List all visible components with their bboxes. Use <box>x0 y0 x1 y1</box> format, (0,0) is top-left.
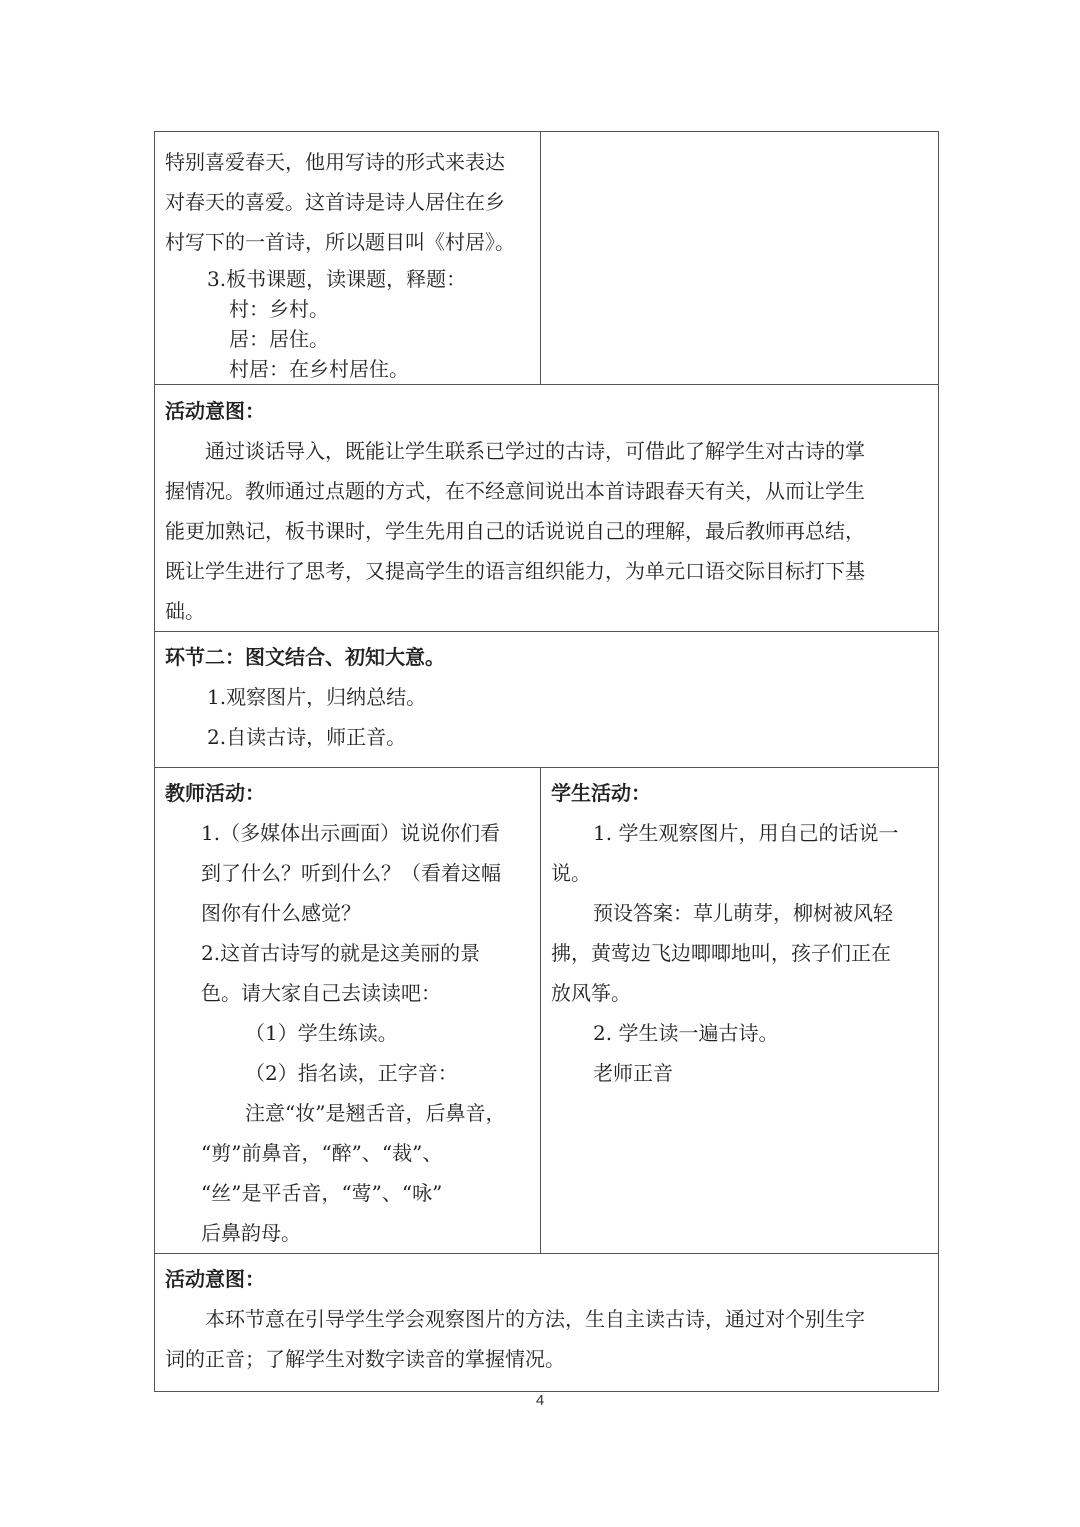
student-title: 学生活动： <box>551 781 651 805</box>
definition-line: 村：乡村。 <box>229 297 329 321</box>
student-line: 放风筝。 <box>551 981 631 1005</box>
lesson-plan-table <box>154 131 939 1392</box>
teacher-note: 注意“妆”是翘舌音，后鼻音， <box>245 1101 506 1125</box>
empty-cell <box>541 132 939 385</box>
section-item: 2.自读古诗，师正音。 <box>207 725 407 749</box>
intent-row-1 <box>155 385 939 632</box>
intent-line: 能更加熟记，板书课时，学生先用自己的话说说自己的理解，最后教师再总结， <box>165 519 865 543</box>
intro-line: 对春天的喜爱。这首诗是诗人居住在乡 <box>165 190 505 214</box>
section-title: 环节二：图文结合、初知大意。 <box>165 645 445 669</box>
teacher-note: “剪”前鼻音，“醉”、“裁”、 <box>201 1141 443 1165</box>
intent-cell-1 <box>155 385 939 632</box>
intent-line: 握情况。教师通过点题的方式，在不经意间说出本首诗跟春天有关，从而让学生 <box>165 479 865 503</box>
intent-line: 本环节意在引导学生学会观察图片的方法，生自主读古诗，通过对个别生字 <box>205 1307 865 1331</box>
intro-row <box>155 132 939 385</box>
student-line: 说。 <box>551 861 591 885</box>
teacher-title: 教师活动： <box>165 781 265 805</box>
student-line: 预设答案：草儿萌芽，柳树被风轻 <box>593 901 893 925</box>
intro-line: 特别喜爱春天，他用写诗的形式来表达 <box>165 150 505 174</box>
teacher-line: 色。请大家自己去读读吧： <box>201 981 441 1005</box>
intro-line: 村写下的一首诗，所以题目叫《村居》。 <box>165 230 515 254</box>
intent-cell-2 <box>155 1254 939 1392</box>
page-number: 4 <box>535 1392 545 1409</box>
intent-line: 既让学生进行了思考，又提高学生的语言组织能力，为单元口语交际目标打下基 <box>165 559 865 583</box>
teacher-note: “丝”是平舌音，“莺”、“咏” <box>201 1181 443 1205</box>
section2-cell <box>155 632 939 768</box>
activities-row <box>155 768 939 1254</box>
teacher-line: 图你有什么感觉？ <box>201 901 361 925</box>
student-activity-cell <box>541 768 939 1254</box>
student-line: 1. 学生观察图片，用自己的话说一 <box>593 821 899 845</box>
intent-title: 活动意图： <box>165 1267 265 1291</box>
section-item: 1.观察图片，归纳总结。 <box>207 685 427 709</box>
intent-line: 词的正音；了解学生对数字读音的掌握情况。 <box>165 1347 565 1371</box>
student-line: 老师正音 <box>593 1061 673 1085</box>
teacher-line: 2.这首古诗写的就是这美丽的景 <box>201 941 481 965</box>
intro-cell <box>155 132 541 385</box>
student-line: 2. 学生读一遍古诗。 <box>593 1021 779 1045</box>
teacher-line: 到了什么？听到什么？（看着这幅 <box>201 861 501 885</box>
step3-line: 3.板书课题，读课题，释题： <box>207 267 467 291</box>
teacher-line: 1.（多媒体出示画面）说说你们看 <box>201 821 501 845</box>
intent-line: 础。 <box>165 599 205 623</box>
intent-row-2 <box>155 1254 939 1392</box>
student-line: 拂，黄莺边飞边唧唧地叫，孩子们正在 <box>551 941 891 965</box>
intent-line: 通过谈话导入，既能让学生联系已学过的古诗，可借此了解学生对古诗的掌 <box>205 439 865 463</box>
teacher-subitem: （1）学生练读。 <box>245 1021 398 1045</box>
intent-title: 活动意图： <box>165 399 265 423</box>
definition-line: 村居：在乡村居住。 <box>229 357 409 381</box>
teacher-activity-cell <box>155 768 541 1254</box>
definition-line: 居：居住。 <box>229 327 329 351</box>
teacher-subitem: （2）指名读，正字音： <box>245 1061 458 1085</box>
section2-row <box>155 632 939 768</box>
teacher-note: 后鼻韵母。 <box>201 1221 301 1245</box>
